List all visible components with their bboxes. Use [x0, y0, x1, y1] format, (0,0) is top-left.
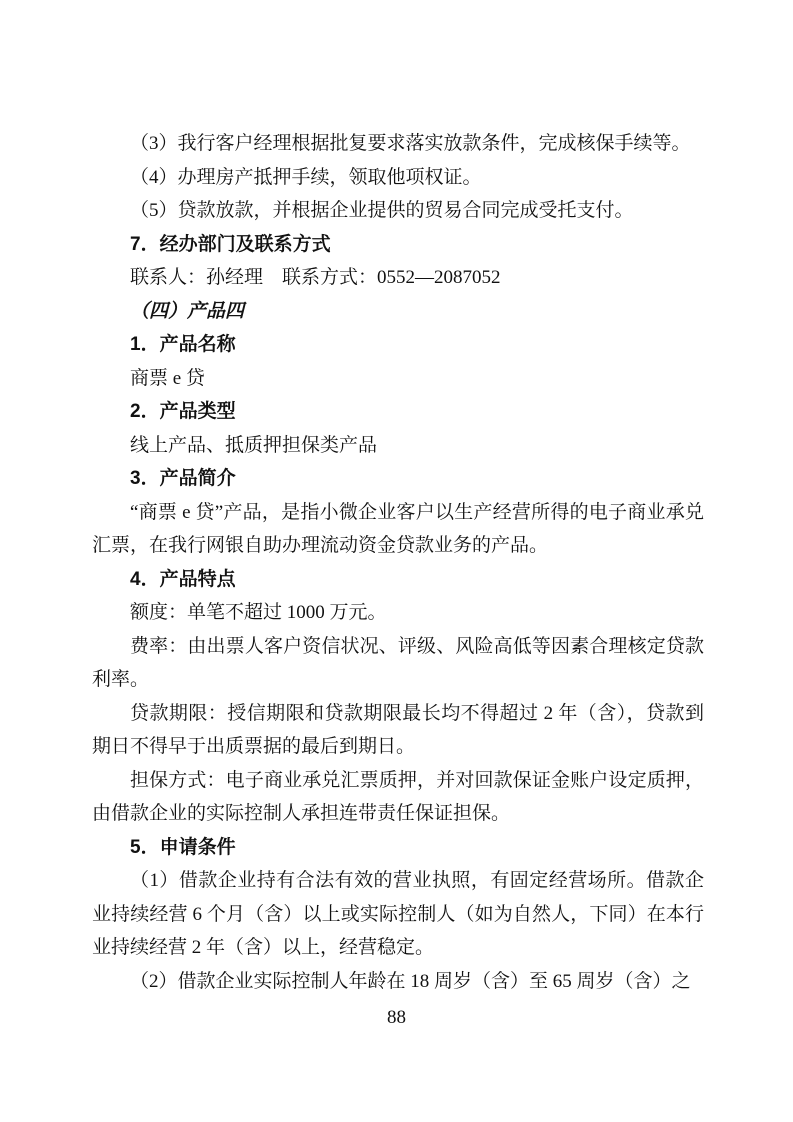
heading-product-four: （四）产品四 — [130, 300, 245, 322]
heading-product-type: 2．产品类型 — [130, 401, 236, 422]
paragraph-condition-2: （2）借款企业实际控制人年龄在 18 周岁（含）至 65 周岁（含）之 — [130, 970, 691, 992]
paragraph-rate: 费率：由出票人客户资信状况、评级、风险高低等因素合理核定贷款利率。 — [92, 635, 704, 690]
paragraph-condition-1: （1）借款企业持有合法有效的营业执照，有固定经营场所。借款企业持续经营 6 个月（含）以上或实际控制人（如为自然人，下同）在本行业持续经营 2 年（含）以上，经营稳定。 — [92, 870, 704, 958]
heading-contact-department: 7．经办部门及联系方式 — [130, 233, 331, 255]
document-body — [92, 127, 704, 998]
paragraph-step-4: （4）办理房产抵押手续，领取他项权证。 — [130, 166, 482, 188]
paragraph-guarantee: 担保方式：电子商业承兑汇票质押，并对回款保证金账户设定质押，由借款企业的实际控制人承担连带责任保证担保。 — [92, 769, 704, 824]
paragraph-contact-info: 联系人：孙经理 联系方式：0552—2087052 — [130, 267, 501, 288]
heading-product-name: 1．产品名称 — [130, 334, 236, 355]
paragraph-product-type: 线上产品、抵质押担保类产品 — [130, 434, 378, 456]
paragraph-product-intro: “商票 e 贷”产品，是指小微企业客户以生产经营所得的电子商业承兑汇票，在我行网银自助办理流动资金贷款业务的产品。 — [92, 501, 704, 556]
heading-product-features: 4．产品特点 — [130, 568, 236, 590]
paragraph-quota: 额度：单笔不超过 1000 万元。 — [130, 602, 387, 623]
heading-application-terms: 5．申请条件 — [130, 836, 236, 858]
paragraph-product-name: 商票 e 贷 — [130, 367, 205, 389]
page-number: 88 — [387, 1007, 406, 1028]
paragraph-step-5: （5）贷款放款，并根据企业提供的贸易合同完成受托支付。 — [130, 200, 634, 221]
paragraph-loan-term: 贷款期限：授信期限和贷款期限最长均不得超过 2 年（含），贷款到期日不得早于出质票据的最后到期日。 — [92, 702, 704, 757]
paragraph-step-3: （3）我行客户经理根据批复要求落实放款条件，完成核保手续等。 — [130, 133, 691, 154]
heading-product-intro: 3．产品简介 — [130, 468, 236, 489]
